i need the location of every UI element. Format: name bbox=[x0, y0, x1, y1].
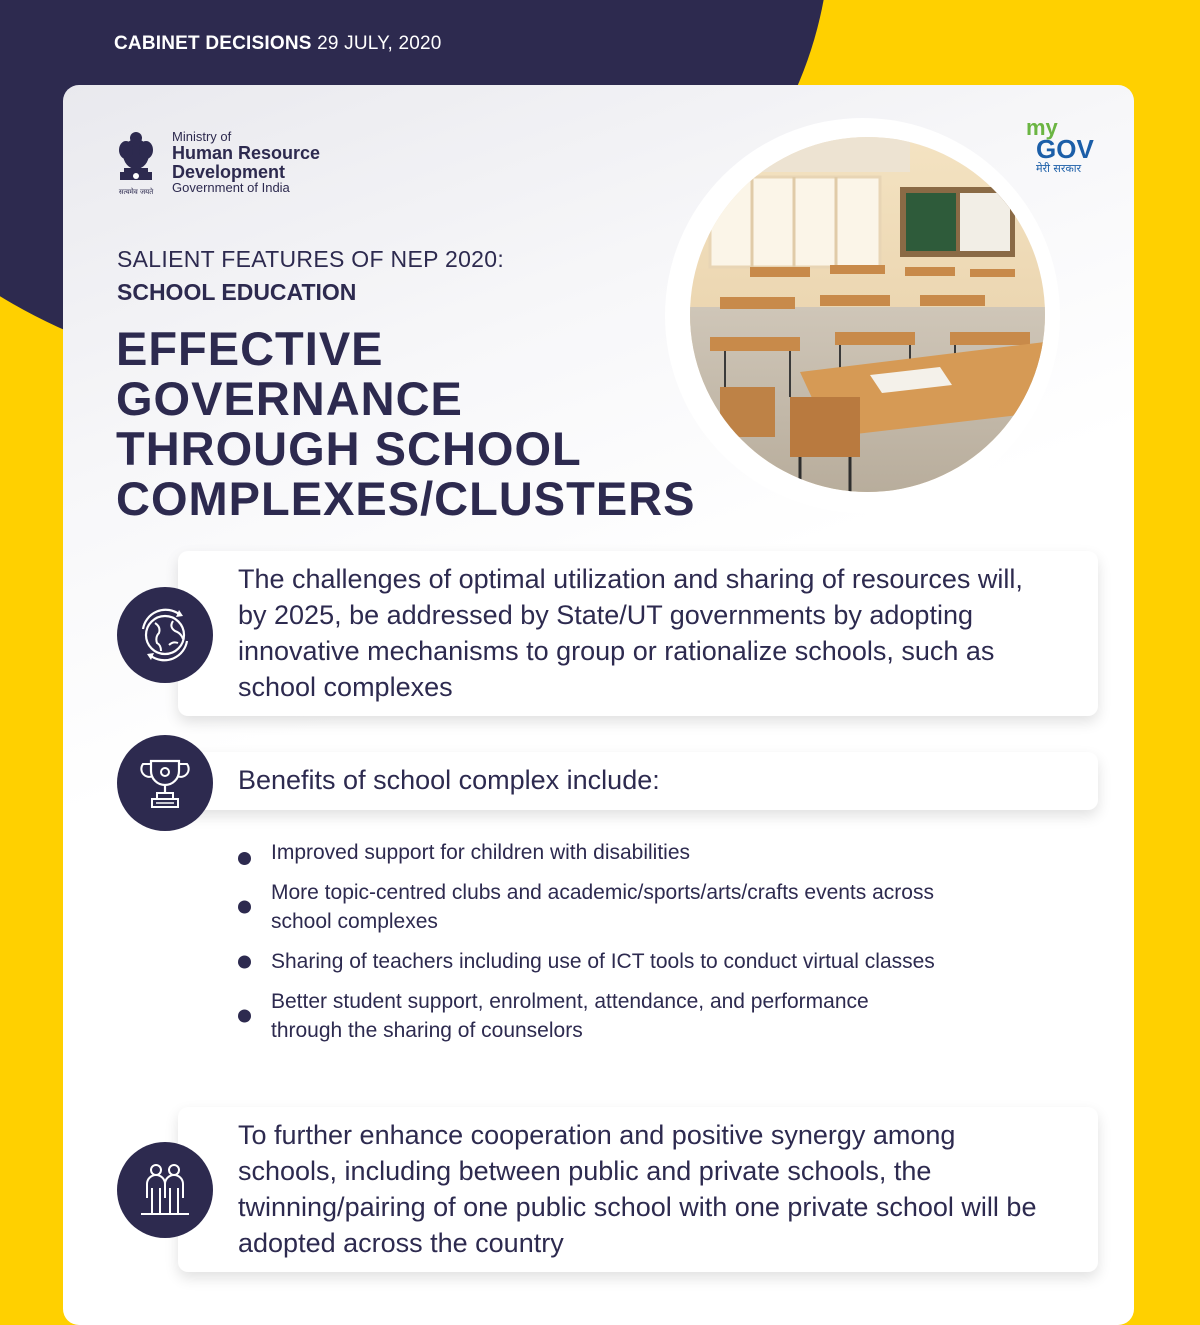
ministry-line-4: Government of India bbox=[172, 180, 290, 196]
bullet-dot bbox=[238, 955, 251, 968]
section-2-badge bbox=[117, 735, 213, 831]
section-3-badge bbox=[117, 1142, 213, 1238]
kicker-subtitle: SCHOOL EDUCATION bbox=[117, 279, 357, 305]
ministry-line-3: Development bbox=[172, 161, 286, 182]
header-date: 29 JULY, 2020 bbox=[317, 33, 442, 54]
ministry-line-1: Ministry of bbox=[172, 129, 232, 144]
mygov-logo-my: my bbox=[1026, 115, 1058, 140]
benefit-item bbox=[238, 838, 998, 867]
header-label: CABINET DECISIONS bbox=[114, 33, 312, 54]
title-line-4: COMPLEXES/CLUSTERS bbox=[116, 472, 696, 525]
ministry-block bbox=[110, 130, 320, 202]
section-1-badge bbox=[117, 587, 213, 683]
mygov-logo-gov: GOV bbox=[1036, 133, 1094, 164]
ministry-name bbox=[172, 130, 320, 195]
trophy-icon bbox=[135, 751, 195, 815]
benefit-text: Sharing of teachers including use of ICT tools to conduct virtual classes bbox=[271, 950, 935, 973]
benefits-list bbox=[238, 838, 998, 1056]
page-title bbox=[116, 324, 756, 524]
ministry-line-2: Human Resource bbox=[172, 142, 321, 163]
benefit-item bbox=[238, 947, 971, 976]
section-2-text: Benefits of school complex include: bbox=[238, 765, 660, 795]
kicker-text: SALIENT FEATURES OF NEP 2020: bbox=[117, 246, 505, 272]
section-1-text: The challenges of optimal utilization and sharing of resources will, by 2025, be addressed by State/UT governments by adopting innovative mechanisms to group or rationalize schools, such as school complexes bbox=[238, 564, 1023, 702]
title-line-2: GOVERNANCE bbox=[116, 372, 463, 425]
national-emblem-icon bbox=[110, 130, 162, 202]
benefit-text: Improved support for children with disabilities bbox=[271, 841, 691, 864]
title-line-1: EFFECTIVE bbox=[116, 322, 384, 375]
mygov-logo-tagline: मेरी सरकार bbox=[1036, 162, 1082, 176]
section-3-text: To further enhance cooperation and positive synergy among schools, including between public and private schools, the twinning/pairing of one public school with one private school will be adopted across the country bbox=[238, 1120, 1037, 1258]
benefit-text: Better student support, enrolment, attendance, and performance through the sharing of counselors bbox=[271, 990, 869, 1042]
globe-cycle-icon bbox=[133, 603, 197, 667]
people-group-icon bbox=[133, 1158, 197, 1222]
emblem-motto: सत्यमेव जयते bbox=[118, 188, 154, 196]
mygov-logo bbox=[1020, 115, 1110, 176]
title-line-3: THROUGH SCHOOL bbox=[116, 422, 582, 475]
bullet-dot bbox=[238, 1010, 251, 1023]
benefit-text: More topic-centred clubs and academic/sports/arts/crafts events across school complexes bbox=[271, 881, 934, 933]
bullet-dot bbox=[238, 852, 251, 865]
benefit-item bbox=[238, 987, 911, 1045]
benefit-item bbox=[238, 878, 971, 936]
bullet-dot bbox=[238, 901, 251, 914]
header-line bbox=[114, 33, 442, 55]
